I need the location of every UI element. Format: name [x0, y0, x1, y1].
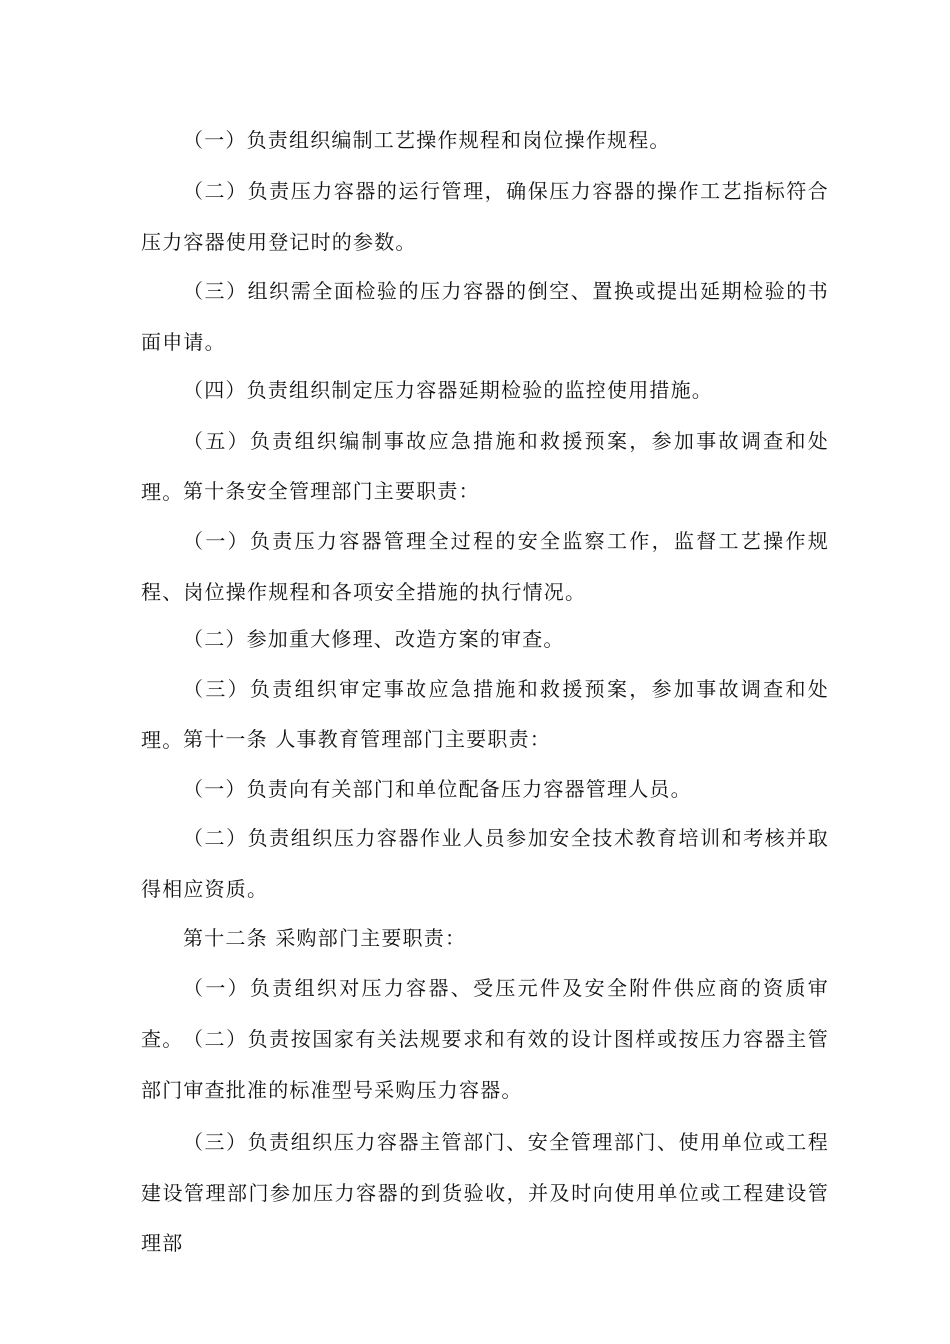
paragraph-2: （二）负责压力容器的运行管理，确保压力容器的操作工艺指标符合压力容器使用登记时的参数。 — [141, 179, 829, 254]
paragraph-5: （五）负责组织编制事故应急措施和救援预案，参加事故调查和处理。 — [141, 429, 829, 504]
paragraph-7: （二）参加重大修理、改造方案的审查。 — [183, 627, 565, 651]
paragraph-9: （一）负责向有关部门和单位配备压力容器管理人员。 — [183, 777, 692, 801]
paragraph-13: （三）负责组织压力容器主管部门、安全管理部门、使用单位或工程建设管理部门参加压力容器的到货验收，并及时向使用单位或工程建设管理部 — [141, 1130, 829, 1255]
paragraph-10: （二）负责组织压力容器作业人员参加安全技术教育培训和考核并取得相应资质。 — [141, 826, 829, 901]
article-10-heading: 第十条安全管理部门主要职责： — [183, 479, 480, 503]
article-11-heading: 第十一条 人事教育管理部门主要职责： — [183, 727, 551, 751]
paragraph-1: （一）负责组织编制工艺操作规程和岗位操作规程。 — [183, 128, 671, 152]
paragraph-12: （二）负责按国家有关法规要求和有效的设计图样或按压力容器主管部门审查批准的标准型号采购压力容器。 — [141, 1027, 829, 1102]
paragraph-11: （一）负责组织对压力容器、受压元件及安全附件供应商的资质审查。 — [141, 976, 829, 1051]
paragraph-8: （三）负责组织审定事故应急措施和救援预案，参加事故调查和处理。 — [141, 677, 829, 752]
paragraph-6: （一）负责压力容器管理全过程的安全监察工作，监督工艺操作规程、岗位操作规程和各项安全措施的执行情况。 — [141, 529, 829, 604]
paragraph-3: （三）组织需全面检验的压力容器的倒空、置换或提出延期检验的书面申请。 — [141, 279, 829, 354]
paragraph-4: （四）负责组织制定压力容器延期检验的监控使用措施。 — [183, 378, 713, 402]
article-12-heading: 第十二条 采购部门主要职责： — [183, 926, 467, 950]
